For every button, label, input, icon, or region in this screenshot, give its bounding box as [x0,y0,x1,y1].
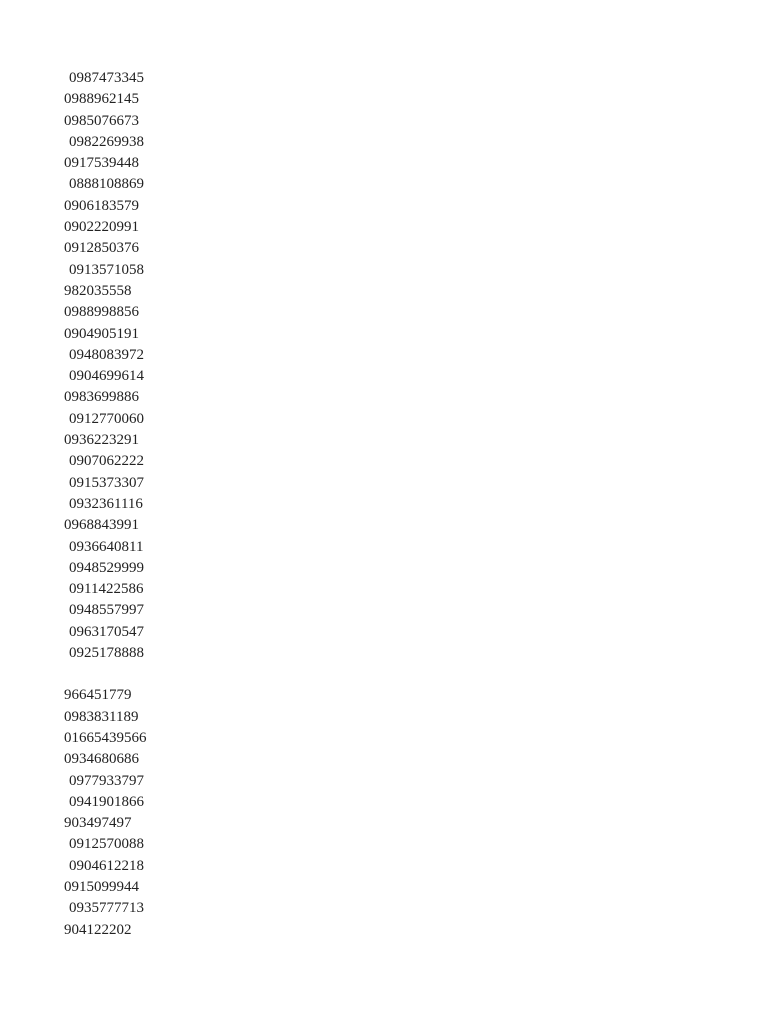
phone-number-line: 903497497 [64,815,132,832]
phone-number-line: 904122202 [64,921,132,938]
phone-number-line: 0925178888 [69,645,144,662]
phone-number-line: 0935777713 [69,900,144,917]
phone-number-line: 0987473345 [69,70,144,86]
phone-number-line: 0917539448 [64,155,139,172]
phone-number-line: 982035558 [64,282,132,299]
phone-number-line: 0904612218 [69,857,144,874]
phone-number-line: 0934680686 [64,751,139,768]
phone-number-line: 0913571058 [69,261,144,278]
phone-number-line: 0988962145 [64,91,139,108]
phone-number-line: 0907062222 [69,453,144,470]
phone-number-line: 0911422586 [69,581,144,598]
phone-number-line: 0912570088 [69,836,144,853]
phone-number-line: 0983831189 [64,708,139,725]
phone-number-line: 0948557997 [69,602,144,619]
phone-number-line: 0912850376 [64,240,139,257]
phone-number-line: 0936223291 [64,432,139,449]
phone-number-line: 966451779 [64,687,132,704]
phone-number-line: 0902220991 [64,219,139,236]
phone-number-line: 0912770060 [69,410,144,427]
phone-number-list [64,68,464,941]
phone-number-line: 0988998856 [64,304,139,321]
phone-number-line: 0985076673 [64,112,139,129]
phone-number-line: 0915373307 [69,474,144,491]
phone-number-group-2 [64,685,464,941]
phone-number-line: 0948529999 [69,559,144,576]
phone-number-line: 0941901866 [69,793,144,810]
phone-number-line: 0906183579 [64,197,139,214]
phone-number-line: 0904699614 [69,368,144,385]
phone-number-line: 0888108869 [69,176,144,193]
phone-number-line: 0983699886 [64,389,139,406]
phone-number-line: 0915099944 [64,878,139,895]
phone-number-group-1 [64,68,464,664]
phone-number-line: 01665439566 [64,729,147,746]
phone-number-line: 0982269938 [69,133,144,150]
phone-number-line: 0968843991 [64,517,139,534]
blank-line [64,664,464,685]
phone-number-line: 0932361116 [69,495,143,512]
phone-number-line: 0936640811 [69,538,144,555]
phone-number-line: 0977933797 [69,772,144,789]
phone-number-line: 0904905191 [64,325,139,342]
phone-number-line: 0948083972 [69,346,144,363]
phone-number-line: 0963170547 [69,623,144,640]
